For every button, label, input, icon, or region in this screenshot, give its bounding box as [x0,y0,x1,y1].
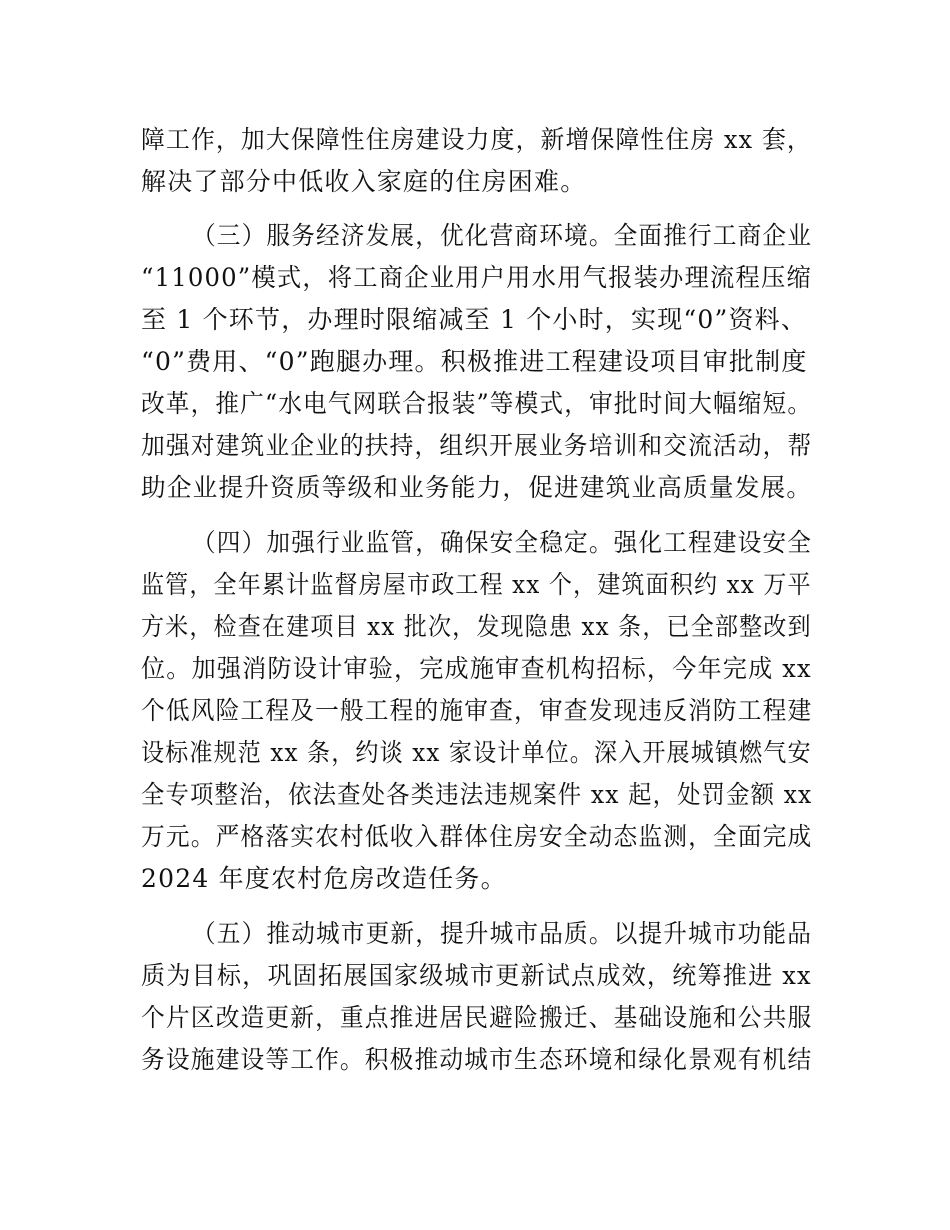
text-line-content: （四）加强行业监管，确保安全稳定。强化工程建设安全 [192,528,813,557]
text-line-content: 加强对建筑业企业的扶持，组织开展业务培训和交流活动，帮 [141,431,813,460]
text-line-content: 设标准规范 xx 条，约谈 xx 家设计单位。深入开展城镇燃气安 [141,738,812,767]
text-line-content: 质为目标，巩固拓展国家级城市更新试点成效，统筹推进 xx [141,961,812,990]
text-line-content: 改革，推广“水电气网联合报装”等模式，审批时间大幅缩短。 [141,389,813,418]
text-line-content: 个低风险工程及一般工程的施审查，审查发现违反消防工程建 [141,696,813,725]
text-line-content: “0”费用、“0”跑腿办理。积极推进工程建设项目审批制度 [141,347,808,376]
text-line-content: 个片区改造更新，重点推进居民避险搬迁、基础设施和公共服 [141,1003,813,1032]
text-line-content: 2024 年度农村危房改造任务。 [141,864,507,893]
text-line-content: 解决了部分中低收入家庭的住房困难。 [141,167,587,196]
text-line-content: 万元。严格落实农村低收入群体住房安全动态监测，全面完成 [141,822,813,851]
text-line-content: 至 1 个环节，办理时限缩减至 1 个小时，实现“0”资料、 [141,305,808,334]
text-line-content: 位。加强消防设计审验，完成施审查机构招标，今年完成 xx [141,654,812,683]
text-line-content: 监管，全年累计监督房屋市政工程 xx 个，建筑面积约 xx 万平 [141,570,812,599]
text-line-content: 务设施建设等工作。积极推动城市生态环境和绿化景观有机结 [141,1045,813,1074]
text-line-content: 障工作，加大保障性住房建设力度，新增保障性住房 xx 套， [141,125,812,154]
text-line-content: “11000”模式，将工商企业用户用水用气报装办理流程压缩 [141,263,812,292]
text-line-content: 全专项整治，依法查处各类违法违规案件 xx 起，处罚金额 xx [141,780,813,809]
text-line-content: 方米，检查在建项目 xx 批次，发现隐患 xx 条，已全部整改到 [141,612,812,641]
text-line-content: （五）推动城市更新，提升城市品质。以提升城市功能品 [192,919,813,948]
text-line-content: （三）服务经济发展，优化营商环境。全面推行工商企业 [192,221,813,250]
text-line-content: 助企业提升资质等级和业务能力，促进建筑业高质量发展。 [141,473,813,502]
